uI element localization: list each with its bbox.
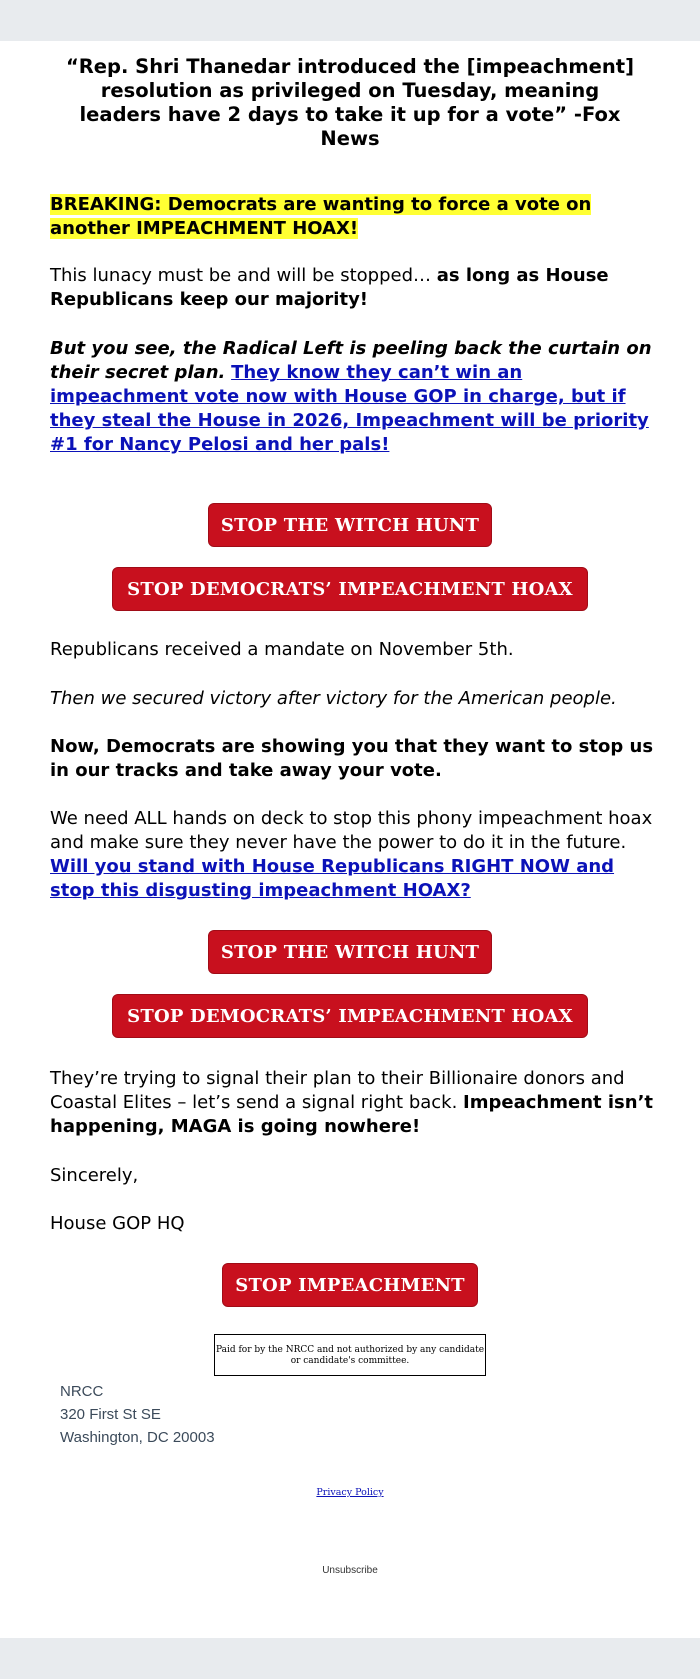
address-line-1: NRCC (60, 1383, 104, 1400)
radical-left-text: But you see, the Radical Left is peeling back the curtain on their secret plan. (50, 338, 652, 383)
privacy-policy-row (0, 1487, 700, 1498)
stop-witch-hunt-button[interactable]: STOP THE WITCH HUNT (208, 503, 492, 547)
signal-text: They’re trying to signal their plan to their Billionaire donors and Coastal Elites – let’s send a signal right back. (50, 1068, 625, 1113)
privacy-policy-link[interactable]: Privacy Policy (316, 1487, 384, 1498)
lunacy-text: This lunacy must be and will be stopped… (50, 265, 437, 286)
stop-witch-hunt-button-2[interactable]: STOP THE WITCH HUNT (208, 930, 492, 974)
signal-paragraph (50, 1067, 660, 1139)
all-hands-text: We need ALL hands on deck to stop this phony impeachment hoax and make sure they never have the power to do it in the future. (50, 808, 653, 853)
lunacy-paragraph (50, 264, 660, 312)
democrats-paragraph: Now, Democrats are showing you that they want to stop us in our tracks and take away your vote. (50, 736, 654, 781)
stop-democrats-hoax-button[interactable]: STOP DEMOCRATS’ IMPEACHMENT HOAX (112, 567, 588, 611)
lunacy-bold-text: as long as House Republicans keep our majority! (50, 265, 609, 310)
breaking-paragraph (50, 193, 660, 241)
stand-with-republicans-link[interactable]: Will you stand with House Republicans RIGHT NOW and stop this disgusting impeachment HOAX? (50, 856, 615, 901)
address-line-3: Washington, DC 20003 (60, 1429, 215, 1446)
unsubscribe-link[interactable]: Unsubscribe (322, 1565, 378, 1576)
impeachment-priority-link[interactable]: They know they can’t win an impeachment vote now with House GOP in charge, but if they steal the House in 2026, Impeachment will be priority #1 for Nancy Pelosi and her pals! (50, 362, 649, 455)
signature-text: House GOP HQ (50, 1213, 185, 1234)
victory-paragraph: Then we secured victory after victory for the American people. (50, 688, 617, 709)
mandate-paragraph: Republicans received a mandate on November 5th. (50, 639, 514, 660)
mailing-address (60, 1380, 215, 1449)
signal-bold-text: Impeachment isn’t happening, MAGA is going nowhere! (50, 1092, 654, 1137)
sincerely-text: Sincerely, (50, 1165, 139, 1186)
address-line-2: 320 First St SE (60, 1406, 161, 1423)
paid-for-disclaimer: Paid for by the NRCC and not authorized by any candidate or candidate's committee. (214, 1334, 486, 1376)
stop-impeachment-button[interactable]: STOP IMPEACHMENT (222, 1263, 478, 1307)
breaking-highlight: BREAKING: Democrats are wanting to force a vote on another IMPEACHMENT HOAX! (50, 194, 592, 239)
radical-left-paragraph (50, 337, 660, 457)
all-hands-paragraph (50, 807, 660, 903)
fox-news-quote: “Rep. Shri Thanedar introduced the [impeachment] resolution as privileged on Tuesday, meaning leaders have 2 days to take it up for a vote” -Fox News (65, 55, 635, 150)
stop-democrats-hoax-button-2[interactable]: STOP DEMOCRATS’ IMPEACHMENT HOAX (112, 994, 588, 1038)
